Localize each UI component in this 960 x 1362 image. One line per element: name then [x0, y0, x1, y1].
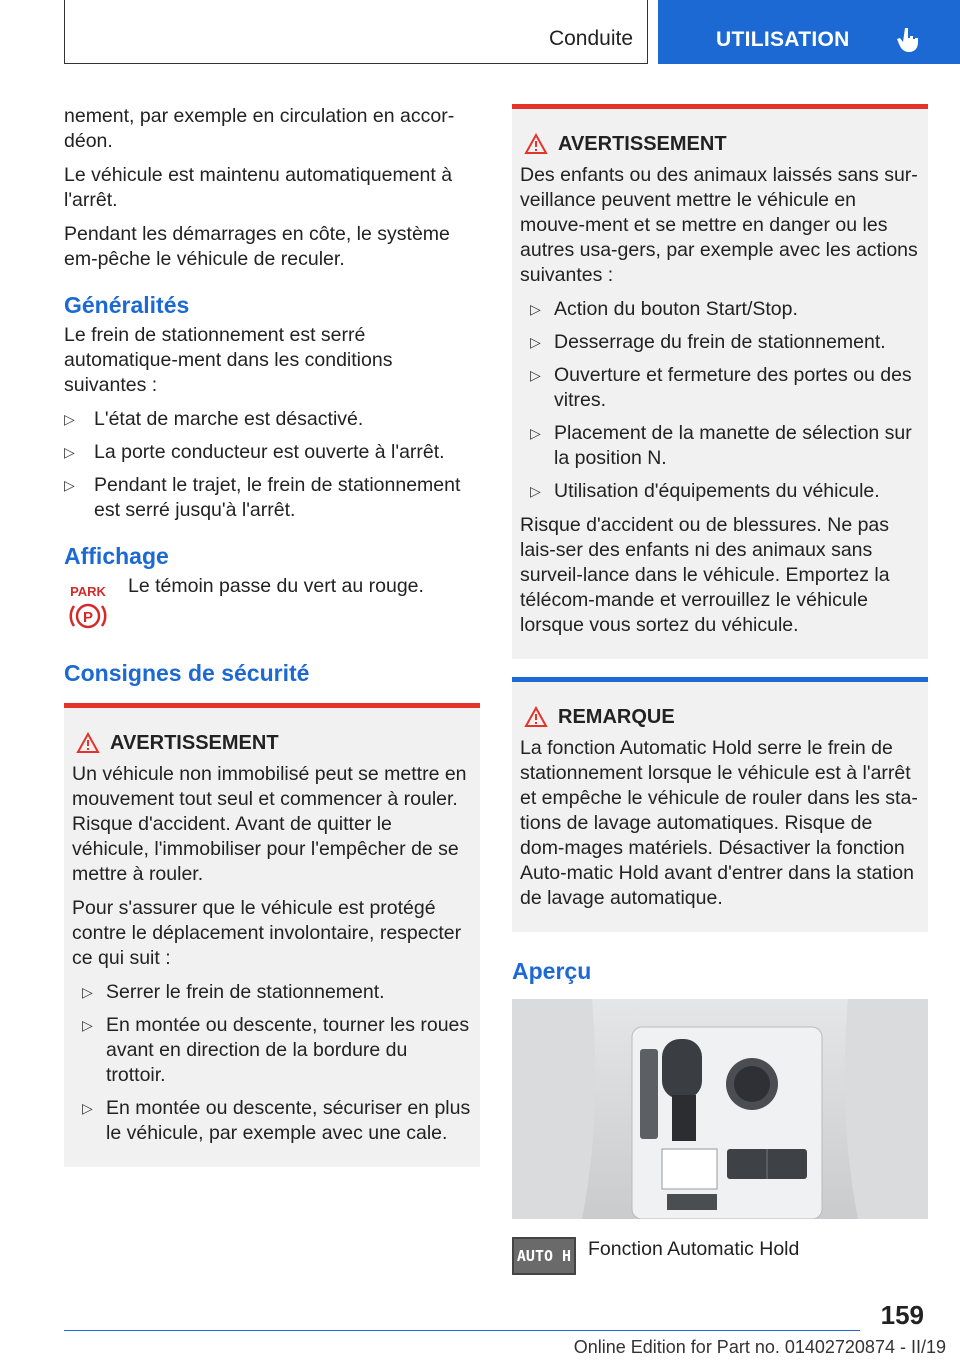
bullet-triangle-icon: ▷	[530, 301, 541, 317]
warning-title: AVERTISSEMENT	[520, 131, 920, 157]
automatic-hold-row	[512, 1237, 928, 1287]
intro-paragraph: Le véhicule est maintenu automatiquement à l'arrêt.	[64, 164, 453, 211]
list-item: ▷ Placement de la manette de sélection sur la position N.	[530, 422, 912, 469]
heading-consignes: Consignes de sécurité	[64, 660, 310, 686]
pointing-hand-icon	[896, 26, 922, 56]
heading-generalites: Généralités	[64, 292, 190, 318]
warning-box	[512, 104, 928, 659]
svg-text:P: P	[82, 609, 94, 626]
header-chapter-tab	[658, 0, 960, 64]
list-item: ▷ Serrer le frein de stationnement.	[82, 981, 385, 1003]
list-item: ▷ La porte conducteur est ouverte à l'arrêt.	[64, 441, 445, 463]
affichage-row	[64, 574, 480, 640]
note-text: La fonction Automatic Hold serre le frein de stationnement lorsque le véhicule est à l'arrêt et empêche le véhicule de rouler dans les sta-tions de lavage automatiques. Risque de dom-mages matériels. Désactiver la fonction Auto-matic Hold avant d'entrer dans la station de lavage automatique.	[520, 737, 918, 909]
bullet-triangle-icon: ▷	[64, 411, 75, 427]
warning-text: Pour s'assurer que le véhicule est protégé contre le déplacement involontaire, respecter ce qui suit :	[72, 897, 462, 969]
heading-apercu: Aperçu	[512, 958, 592, 984]
warning-text: Un véhicule non immobilisé peut se mettre en mouvement tout seul et commencer à rouler. Risque d'accident. Avant de quitter le véhicule, l'immobiliser pour l'empêcher de se mettre à rouler.	[72, 763, 467, 885]
right-column	[512, 104, 928, 1287]
list-item: ▷ L'état de marche est désactivé.	[64, 408, 364, 430]
header-chapter-title: UTILISATION	[716, 28, 850, 51]
footer-edition: Online Edition for Part no. 01402720874 - II/19	[573, 1337, 946, 1357]
warning-title: AVERTISSEMENT	[72, 730, 472, 756]
list-item: ▷ Pendant le trajet, le frein de stationnement est serré jusqu'à l'arrêt.	[64, 474, 461, 521]
note-box	[512, 677, 928, 932]
heading-affichage: Affichage	[64, 543, 169, 569]
list-item: ▷ Utilisation d'équipements du véhicule.	[530, 480, 880, 502]
bullet-triangle-icon: ▷	[530, 483, 541, 499]
bullet-triangle-icon: ▷	[530, 425, 541, 441]
bullet-triangle-icon: ▷	[82, 1017, 93, 1033]
affichage-text: Le témoin passe du vert au rouge.	[128, 575, 424, 597]
header-section-title: Conduite	[548, 27, 633, 50]
center-console-illustration	[512, 999, 928, 1219]
list-item: ▷ Action du bouton Start/Stop.	[530, 298, 798, 320]
list-item: ▷ Ouverture et fermeture des portes ou des vitres.	[530, 364, 912, 411]
footer-divider	[64, 1330, 860, 1331]
warning-list	[72, 980, 472, 1146]
bullet-triangle-icon: ▷	[82, 984, 93, 1000]
bullet-triangle-icon: ▷	[530, 334, 541, 350]
list-item: ▷ En montée ou descente, sécuriser en plus le véhicule, par exemple avec une cale.	[82, 1097, 471, 1144]
left-column	[64, 104, 480, 1167]
warning-box	[64, 703, 480, 1167]
center-console-photo	[512, 999, 928, 1219]
park-brake-icon	[64, 582, 112, 636]
warning-triangle-icon	[76, 732, 100, 754]
bullet-triangle-icon: ▷	[82, 1100, 93, 1116]
bullet-triangle-icon: ▷	[530, 367, 541, 383]
warning-triangle-icon	[524, 133, 548, 155]
generalites-list	[64, 407, 480, 523]
list-item: ▷ Desserrage du frein de stationnement.	[530, 331, 886, 353]
warning-text: Risque d'accident ou de blessures. Ne pas lais-ser des enfants ni des animaux sans surveil-lance dans le véhicule. Emportez la télécom-mande et verrouillez le véhicule lorsque vous sortez du véhicule.	[520, 514, 890, 636]
automatic-hold-caption: Fonction Automatic Hold	[588, 1238, 800, 1260]
list-item: ▷ En montée ou descente, tourner les roues avant en direction de la bordure du trottoir.	[82, 1014, 470, 1086]
bullet-triangle-icon: ▷	[64, 477, 75, 493]
note-title: REMARQUE	[520, 704, 920, 730]
bullet-triangle-icon: ▷	[64, 444, 75, 460]
page-number: 159	[880, 1300, 924, 1330]
header-section-box	[64, 0, 648, 64]
intro-paragraph: nement, par exemple en circulation en accor-déon.	[64, 105, 455, 152]
warning-list	[520, 297, 920, 504]
warning-triangle-icon	[524, 706, 548, 728]
generalites-text: Le frein de stationnement est serré automatique-ment dans les conditions suivantes :	[64, 324, 393, 396]
intro-paragraph: Pendant les démarrages en côte, le système em-pêche le véhicule de reculer.	[64, 223, 450, 270]
svg-text:PARK: PARK	[70, 584, 106, 599]
warning-text: Des enfants ou des animaux laissés sans sur-veillance peuvent mettre le véhicule en mouve-ment et se mettre en danger ou les autres usa-gers, par exemple avec les actions suivantes :	[520, 164, 918, 286]
auto-hold-icon: AUTO H	[512, 1237, 576, 1275]
